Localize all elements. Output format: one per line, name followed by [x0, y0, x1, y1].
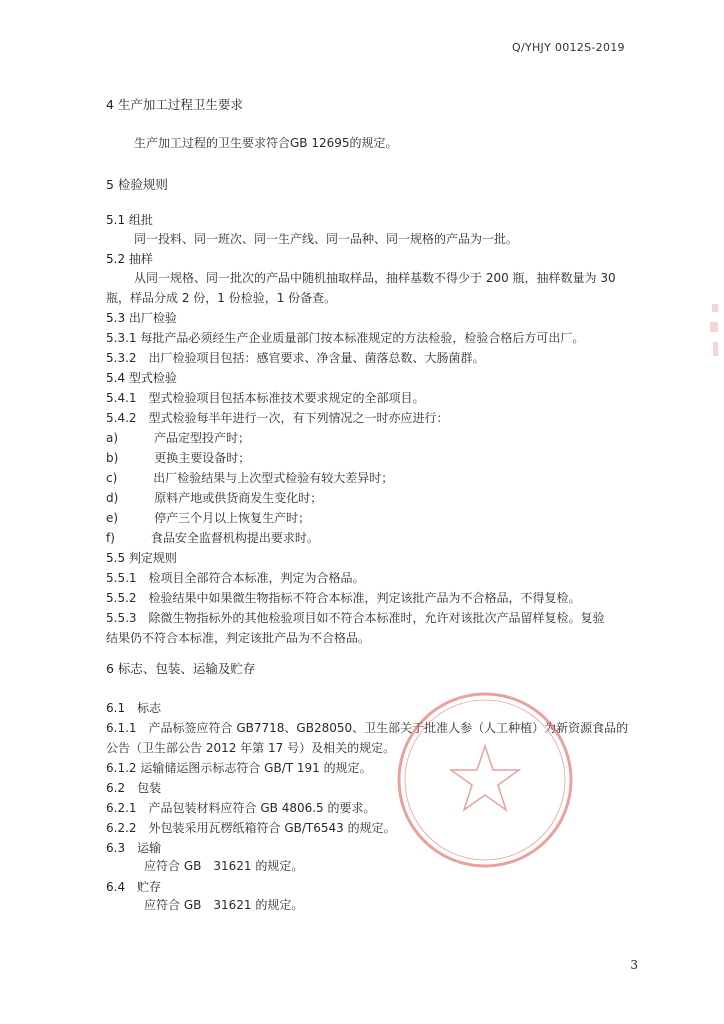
clause-5-2-text-line-2: 瓶，样品分成 2 份，1 份检验，1 份备查。	[106, 291, 337, 305]
header-standard-code: Q/YHJY 0012S-2019	[512, 41, 625, 54]
list-item-a: a) 产品定型投产时；	[106, 431, 251, 445]
clause-5-5-3-line-1: 5.5.3 除微生物指标外的其他检验项目如不符合本标准时，允许对该批次产品留样复检。复验	[106, 611, 605, 625]
clause-6-3-text: 应符合 GB 31621 的规定。	[144, 859, 304, 873]
section-6-heading: 6 标志、包装、运输及贮存	[106, 661, 256, 676]
clause-6-2-heading: 6.2 包装	[106, 781, 162, 795]
page-number: 3	[630, 958, 638, 972]
clause-5-1-heading: 5.1 组批	[106, 213, 153, 227]
list-item-d: d) 原料产地或供货商发生变化时；	[106, 491, 323, 505]
clause-6-1-2: 6.1.2 运输储运图示标志符合 GB/T 191 的规定。	[106, 761, 372, 775]
clause-5-3-2: 5.3.2 出厂检验项目包括：感官要求、净含量、菌落总数、大肠菌群。	[106, 351, 485, 365]
clause-6-4-text: 应符合 GB 31621 的规定。	[144, 898, 304, 912]
clause-5-1-text: 同一投料、同一班次、同一生产线、同一品种、同一规格的产品为一批。	[134, 232, 519, 246]
clause-5-5-2: 5.5.2 检验结果中如果微生物指标不符合本标准，判定该批产品为不合格品，不得复检。	[106, 591, 581, 605]
list-item-b: b) 更换主要设备时；	[106, 451, 251, 465]
clause-5-3-1: 5.3.1 每批产品必须经生产企业质量部门按本标准规定的方法检验，检验合格后方可出厂。	[106, 331, 585, 345]
list-item-c: c) 出厂检验结果与上次型式检验有较大差异时；	[106, 471, 394, 485]
clause-6-2-2: 6.2.2 外包装采用瓦楞纸箱符合 GB/T6543 的规定。	[106, 821, 396, 835]
list-item-e: e) 停产三个月以上恢复生产时；	[106, 511, 311, 525]
clause-5-4-2: 5.4.2 型式检验每半年进行一次，有下列情况之一时亦应进行：	[106, 411, 449, 425]
clause-6-1-1-line-2: 公告（卫生部公告 2012 年第 17 号）及相关的规定。	[106, 741, 396, 755]
clause-6-1-1-line-1: 6.1.1 产品标签应符合 GB7718、GB28050、卫生部关于批准人参（人工种植）为新资源食品的	[106, 721, 629, 735]
clause-6-3-heading: 6.3 运输	[106, 841, 162, 855]
clause-5-5-1: 5.5.1 检项目全部符合本标准，判定为合格品。	[106, 571, 365, 585]
section-4-heading: 4 生产加工过程卫生要求	[106, 97, 243, 112]
clause-5-4-1: 5.4.1 型式检验项目包括本标准技术要求规定的全部项目。	[106, 391, 425, 405]
clause-5-3-heading: 5.3 出厂检验	[106, 311, 177, 325]
clause-6-1-heading: 6.1 标志	[106, 701, 162, 715]
clause-5-2-text-line-1: 从同一规格、同一批次的产品中随机抽取样品，抽样基数不得少于 200 瓶，抽样数量为 30	[134, 271, 616, 285]
clause-6-2-1: 6.2.1 产品包装材料应符合 GB 4806.5 的要求。	[106, 801, 376, 815]
list-item-f: f) 食品安全监督机构提出要求时。	[106, 531, 319, 545]
clause-5-2-heading: 5.2 抽样	[106, 252, 153, 266]
company-seal-stamp	[385, 680, 585, 880]
clause-5-4-heading: 5.4 型式检验	[106, 371, 177, 385]
clause-6-4-heading: 6.4 贮存	[106, 880, 162, 894]
section-4-paragraph: 生产加工过程的卫生要求符合GB 12695的规定。	[134, 136, 398, 150]
clause-5-5-heading: 5.5 判定规则	[106, 551, 177, 565]
edge-mark	[704, 300, 724, 370]
clause-5-5-3-line-2: 结果仍不符合本标准，判定该批产品为不合格品。	[106, 631, 371, 645]
section-5-heading: 5 检验规则	[106, 177, 168, 192]
